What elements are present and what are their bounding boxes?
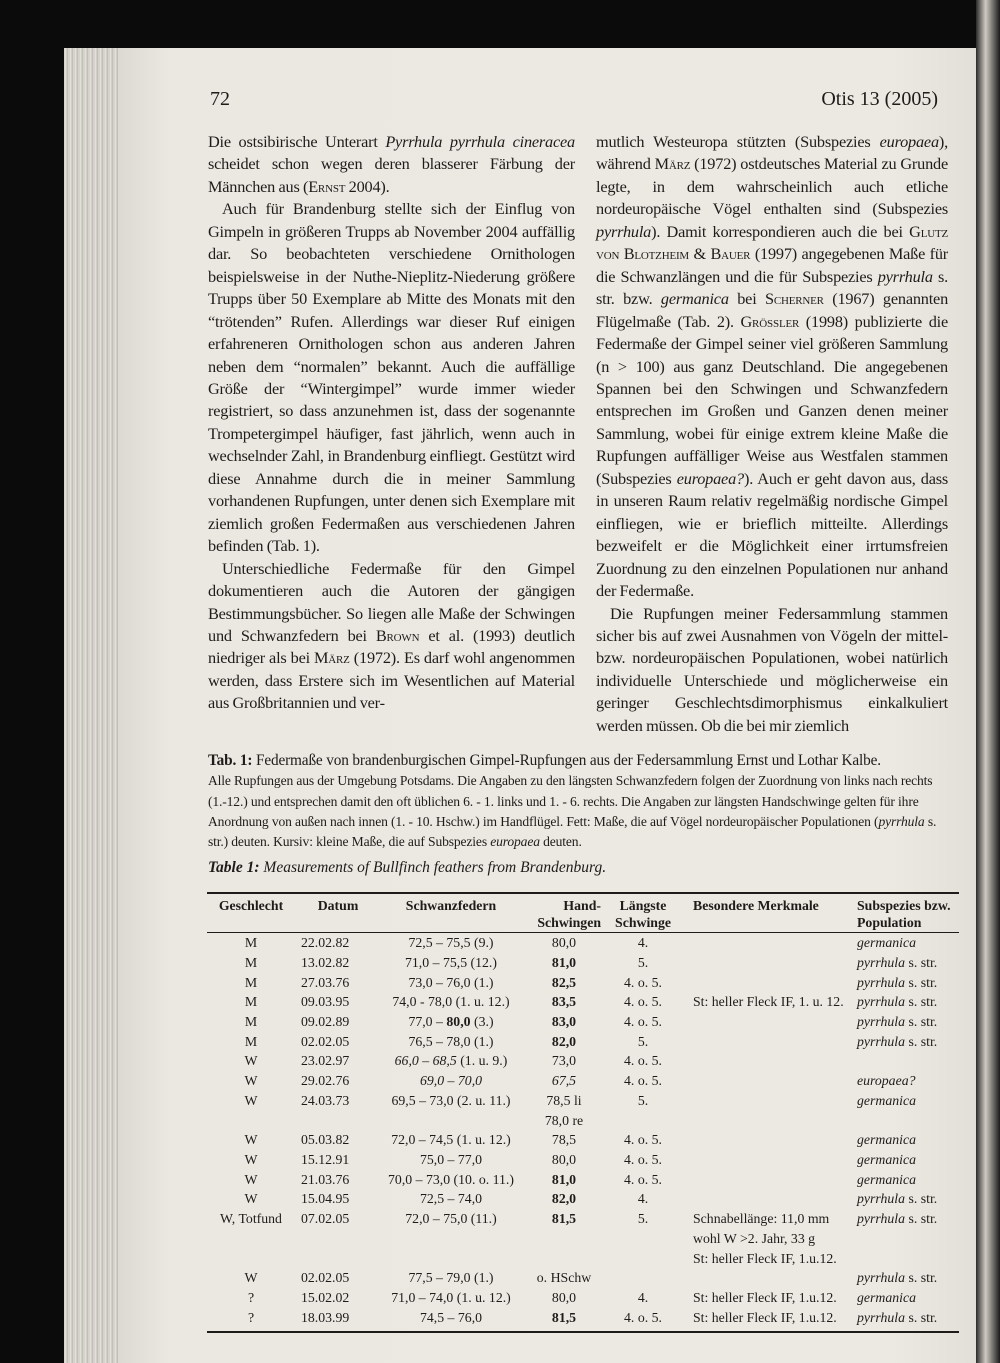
col-besondere-merkmale-cell	[685, 1170, 857, 1190]
col-geschlecht-cell: W	[244, 1092, 258, 1108]
caption-title: Federmaße von brandenburgischen Gimpel-Rupfungen aus der Federsammlung Ernst und Lothar Kalbe.	[252, 752, 881, 770]
table-row	[207, 1288, 959, 1308]
col-handschwingen-cell	[527, 973, 601, 993]
right-text-column	[596, 131, 948, 737]
cell-text-run: 69,0 – 70,0	[419, 1073, 483, 1089]
col-geschlecht-cell: W	[244, 1073, 258, 1089]
col-subspezies-cell	[857, 973, 959, 993]
col-besondere-merkmale-cell	[685, 1032, 857, 1052]
page-number: 72	[210, 88, 230, 110]
table-row	[207, 1071, 959, 1091]
cell-text-run: s. str.	[905, 1191, 938, 1207]
col-geschlecht-cell: W	[244, 1053, 258, 1069]
text-run: März	[654, 154, 691, 174]
text-run: (1997) angegebenen Maße für die Schwanzlängen und die für Subspezies	[596, 244, 948, 286]
col-schwanzfedern-cell: 74,5 – 76,0	[375, 1308, 527, 1333]
paragraph	[208, 198, 575, 557]
caption-text-run: Alle Rupfungen aus der Umgebung Potsdams. Die Angaben zu den längsten Schwanzfedern folgen der Zuordnung von links nach rechts (1.-12.) und entsprechen damit den oft üblichen 6. - 1. links und 1. - 6. rechts. Die Angaben zur längsten Handschwinge gelten für ihre Anordnung von außen nach innen (1. - 10. Hschw.) im Handflügel. Fett: Maße, die auf Vögel nordeuropäischer Populationen (	[208, 773, 933, 829]
col-subspezies-cell	[857, 1288, 959, 1308]
col-geschlecht-cell: M	[244, 994, 258, 1010]
col-datum-cell: 05.03.82	[301, 1132, 350, 1148]
col-besondere-merkmale-cell	[685, 1150, 857, 1170]
table-row	[207, 992, 959, 1012]
col-datum-cell: 07.02.05	[301, 1211, 350, 1227]
col-schwanzfedern-cell	[375, 1071, 527, 1091]
col-datum-cell: 09.03.95	[301, 994, 350, 1010]
cell-text-run: 67,5	[551, 1073, 577, 1089]
col-datum-header: Datum	[295, 893, 375, 933]
cell-text-run: (1. u. 9.)	[456, 1053, 508, 1069]
cell-text-run: s. str.	[905, 1309, 938, 1325]
cell-text-run: s. str.	[905, 974, 938, 990]
col-handschwingen-cell	[527, 953, 601, 973]
col-geschlecht-cell: M	[244, 974, 258, 990]
col-handschwingen-cell	[527, 1308, 601, 1333]
cell-text-run: 83,0	[551, 1014, 577, 1030]
cell-text-run: pyrrhula	[857, 994, 906, 1010]
col-datum-cell: 02.02.05	[301, 1033, 350, 1049]
col-schwanzfedern-cell: 76,5 – 78,0 (1.)	[408, 1033, 494, 1049]
caption-text-run: deuten.	[539, 834, 582, 850]
cell-text-run: pyrrhula	[857, 954, 906, 970]
caption-text-run: s. str.) deuten. Kursiv: kleine Maße, die auf Subspezies	[208, 813, 937, 850]
cell-text-run: 66,0 – 68,5	[394, 1053, 457, 1069]
text-run: Brown	[375, 625, 420, 645]
text-columns	[208, 131, 948, 737]
col-handschwingen-cell: 80,0	[551, 1151, 577, 1167]
col-geschlecht-cell: W	[244, 1270, 258, 1286]
cell-text-run: pyrrhula	[857, 974, 906, 990]
col-subspezies-cell	[857, 1130, 959, 1150]
col-laengste-schwinge-cell: 4. o. 5.	[601, 1308, 685, 1333]
col-geschlecht-cell: M	[244, 954, 258, 970]
col-subspezies-cell	[857, 953, 959, 973]
col-besondere-merkmale-cell	[685, 953, 857, 973]
col-handschwingen-cell	[527, 1012, 601, 1032]
caption-label: Tab. 1:	[208, 752, 253, 770]
col-laengste-schwinge-cell: 4.	[637, 1289, 649, 1305]
paragraph	[208, 558, 575, 715]
col-datum-cell: 21.03.76	[301, 1171, 350, 1187]
text-run: mutlich Westeuropa stützten (Subspezies	[596, 132, 880, 151]
cell-text-run: s. str.	[905, 1211, 938, 1227]
text-run: (1967) genannten Flügelmaße (Tab. 2).	[596, 289, 949, 331]
col-schwanzfedern-cell	[375, 1012, 527, 1032]
col-laengste-schwinge-cell	[601, 1268, 685, 1288]
col-laengste-schwinge-cell: 5.	[637, 1211, 649, 1227]
text-run: März	[314, 648, 350, 668]
col-besondere-merkmale-cell	[685, 1268, 857, 1288]
running-header-journal: Otis 13 (2005)	[821, 88, 938, 110]
col-laengste-schwinge-cell: 4. o. 5.	[624, 1171, 662, 1187]
cell-text-run: germanica	[857, 935, 917, 951]
table-row	[207, 1189, 959, 1209]
text-run: Ernst	[308, 176, 346, 196]
paragraph	[208, 131, 575, 198]
caption-text-run: europaea	[490, 834, 540, 850]
col-schwanzfedern-cell: 72,0 – 74,5 (1. u. 12.)	[391, 1132, 511, 1148]
cell-text-run: germanica	[857, 1289, 917, 1305]
page-stack-edges	[64, 48, 124, 1363]
col-datum-cell: 15.12.91	[301, 1151, 350, 1167]
col-handschwingen-cell: 73,0	[551, 1053, 577, 1069]
col-besondere-merkmale-cell: St: heller Fleck IF, 1.u.12.	[693, 1289, 837, 1305]
cell-text-run: s. str.	[905, 1270, 938, 1286]
col-datum-cell: 02.02.05	[301, 1270, 350, 1286]
table-row	[207, 1268, 959, 1288]
cell-text-run: 81,5	[551, 1309, 577, 1325]
col-laengste-schwinge-cell: 4. o. 5.	[624, 974, 662, 990]
col-geschlecht-cell: W, Totfund	[220, 1211, 282, 1227]
cell-text-run: pyrrhula	[857, 1211, 906, 1227]
cell-text-run: germanica	[857, 1092, 917, 1108]
col-subspezies-cell	[857, 1189, 959, 1209]
measurements-table	[207, 892, 959, 1333]
col-laengste-schwinge-cell: 4.	[637, 935, 649, 951]
col-schwanzfedern-cell: 72,0 – 75,0 (11.)	[405, 1211, 497, 1227]
text-run: germanica	[660, 289, 729, 309]
text-run: Unterschiedliche Federmaße für den Gimpel dokumentieren auch die Autoren der gängigen Bestimmungsbücher. So liegen alle Maße der Schwingen und Schwanzfedern bei	[208, 558, 575, 645]
text-run: Bauer	[710, 244, 751, 264]
col-datum-cell: 15.04.95	[301, 1191, 350, 1207]
table-row	[207, 933, 959, 953]
table-row	[207, 1150, 959, 1170]
col-schwanzfedern-cell: 71,0 – 74,0 (1. u. 12.)	[391, 1289, 511, 1305]
col-geschlecht-cell: W	[244, 1171, 258, 1187]
paragraph	[596, 603, 948, 738]
text-run: (1972). Es darf wohl angenommen werden, dass Erstere sich im Wesentlichen auf Material aus Großbritannien und ver-	[208, 648, 575, 713]
col-besondere-merkmale-cell	[685, 1071, 857, 1091]
col-besondere-merkmale-cell: Schnabellänge: 11,0 mm wohl W >2. Jahr, 33 g St: heller Fleck IF, 1.u.12.	[693, 1211, 837, 1266]
col-schwanzfedern-cell: 73,0 – 76,0 (1.)	[408, 974, 494, 990]
col-besondere-merkmale-cell: St: heller Fleck IF, 1. u. 12.	[693, 994, 844, 1010]
table-row	[207, 1032, 959, 1052]
col-handschwingen-cell	[527, 1209, 601, 1268]
cell-text-run: 81,0	[551, 1171, 577, 1187]
cell-text-run: 77,0 –	[408, 1014, 447, 1030]
col-datum-cell: 13.02.82	[301, 954, 350, 970]
col-geschlecht-cell: M	[244, 935, 258, 951]
table-row	[207, 1012, 959, 1032]
text-run: Die ostsibirische Unterart	[208, 132, 386, 151]
cell-text-run: 82,5	[551, 974, 577, 990]
col-geschlecht-cell: M	[244, 1014, 258, 1030]
col-handschwingen-cell: 80,0	[551, 935, 577, 951]
col-schwanzfedern-cell: 72,5 – 75,5 (9.)	[408, 935, 494, 951]
col-subspezies-cell	[857, 1071, 959, 1091]
text-run: ), während	[596, 132, 948, 174]
col-laengste-schwinge-cell: 5.	[637, 954, 649, 970]
col-geschlecht-cell: M	[244, 1033, 258, 1049]
text-run: (1998) publizierte die Federmaße der Gimpel seiner viel größeren Sammlung (n > 100) aus ganz Deutschland. Die angegebenen Spannen bei den Schwingen und Schwanzfedern entsprechen im Großen und Ganzen denen meiner Sammlung, wobei für einige extrem kleine Maße die Rupfungen auffälliger Weise aus Westfalen stammen (Subspezies	[596, 311, 948, 488]
cell-text-run: s. str.	[905, 1014, 938, 1030]
text-run: ). Auch er geht davon aus, dass in unseren Raum relativ regelmäßig nordische Gimpel einfliegen, wie er brieflich mitteilte. Allerdings bezweifelt er die Möglichkeit einer irrtumsfreien Zuordnung zu den einzelnen Populationen nur anhand der Federmaße.	[596, 468, 948, 601]
text-run: pyrrhula	[877, 266, 933, 286]
col-laengste-schwinge-cell: 5.	[637, 1033, 649, 1049]
col-subspezies-cell	[857, 933, 959, 953]
caption-text-run: pyrrhula	[878, 813, 925, 829]
col-laengste-schwinge-cell: 5.	[637, 1092, 649, 1108]
text-run: Pyrrhula pyrrhula cineracea	[385, 132, 575, 151]
table-row	[207, 953, 959, 973]
col-handschwingen-cell: 78,5 li 78,0 re	[544, 1092, 584, 1128]
cell-text-run: pyrrhula	[857, 1033, 906, 1049]
col-subspezies-cell	[857, 992, 959, 1012]
col-besondere-merkmale-cell: St: heller Fleck IF, 1.u.12.	[685, 1308, 857, 1333]
col-schwanzfedern-cell	[375, 1051, 527, 1071]
col-subspezies-cell	[857, 1012, 959, 1032]
table-header-row	[207, 893, 959, 933]
col-schwanzfedern-cell: 72,5 – 74,0	[419, 1191, 483, 1207]
col-subspezies-cell	[857, 1051, 959, 1071]
cell-text-run: europaea?	[857, 1073, 916, 1089]
col-schwanzfedern-cell: 70,0 – 73,0 (10. o. 11.)	[388, 1171, 514, 1187]
table-row	[207, 1051, 959, 1071]
caption-en-title: Measurements of Bullfinch feathers from Brandenburg.	[259, 859, 607, 877]
text-run: europaea	[879, 132, 939, 151]
cell-text-run: 82,0	[551, 1033, 577, 1049]
col-laengste-schwinge-cell: 4. o. 5.	[624, 1073, 662, 1089]
col-subspezies-cell	[857, 1209, 959, 1268]
cell-text-run: pyrrhula	[857, 1191, 906, 1207]
cell-text-run: germanica	[857, 1171, 917, 1187]
col-subspezies-cell	[857, 1170, 959, 1190]
text-run: 2004).	[345, 176, 390, 196]
col-datum-cell: 22.02.82	[301, 935, 350, 951]
col-besondere-merkmale-header: Besondere Merkmale	[685, 893, 857, 933]
col-handschwingen-header: Hand- Schwingen	[527, 893, 601, 933]
page-content	[208, 131, 951, 1333]
col-geschlecht-cell: ?	[247, 1289, 255, 1305]
col-besondere-merkmale-cell	[685, 1051, 857, 1071]
col-geschlecht-cell: W	[244, 1132, 258, 1148]
col-datum-cell: 27.03.76	[301, 974, 350, 990]
col-schwanzfedern-cell: 77,5 – 79,0 (1.)	[408, 1270, 494, 1286]
col-handschwingen-cell: o. HSchw	[536, 1270, 592, 1286]
text-run: Scherner	[764, 289, 824, 309]
col-subspezies-cell	[857, 1308, 959, 1333]
text-run: et al. (1993) deutlich niedriger als bei	[208, 625, 575, 668]
table-row	[207, 1130, 959, 1150]
col-geschlecht-cell: W	[244, 1191, 258, 1207]
col-laengste-schwinge-cell: 4. o. 5.	[624, 1014, 662, 1030]
cell-text-run: pyrrhula	[857, 1014, 906, 1030]
text-run: Auch für Brandenburg stellte sich der Einflug von Gimpeln in größeren Trupps ab November 2004 auffällig dar. So beobachteten verschiedene Ornithologen beispielsweise in der Nuthe-Nieplitz-Niederung größere Trupps über 50 Exemplare ab Mitte des Monats mit den “trötenden” Rufen. Allerdings war dieser Ruf einigen erfahreneren Ornithologen schon aus anderen Jahren neben dem “normalen” bekannt. Auch die auffällige Größe der “Wintergimpel” wurde immer wieder registriert, so dass anzunehmen ist, dass der sogenannte Trompetergimpel häufiger, fast jährlich, wenn auch in wechselnder Zahl, in Brandenburg einfliegt. Gestützt wird diese Annahme durch die in meiner Sammlung vorhandenen Rupfungen, unter denen sich Exemplare mit ziemlich großen Federmaßen aus verschiedenen Jahren befinden (Tab. 1).	[208, 199, 575, 556]
cell-text-run: pyrrhula	[857, 1270, 906, 1286]
col-datum-cell: 18.03.99	[295, 1308, 375, 1333]
cell-text-run: germanica	[857, 1132, 917, 1148]
col-laengste-schwinge-cell: 4. o. 5.	[624, 994, 662, 1010]
col-schwanzfedern-cell: 69,5 – 73,0 (2. u. 11.)	[391, 1092, 511, 1108]
col-datum-cell: 24.03.73	[301, 1092, 350, 1108]
text-run: &	[689, 244, 711, 264]
cell-text-run: (3.)	[470, 1014, 494, 1030]
text-run: pyrrhula	[596, 221, 652, 241]
table-row	[207, 1308, 959, 1333]
col-handschwingen-cell	[527, 1032, 601, 1052]
text-run: scheidet schon wegen deren blasserer Färbung der Männchen aus (	[208, 154, 575, 196]
cell-text-run: s. str.	[905, 994, 938, 1010]
col-datum-cell: 23.02.97	[301, 1053, 350, 1069]
col-schwanzfedern-header: Schwanzfedern	[375, 893, 527, 933]
table-row	[207, 1091, 959, 1130]
col-laengste-schwinge-cell: 4. o. 5.	[624, 1132, 662, 1148]
col-laengste-schwinge-cell: 4. o. 5.	[624, 1151, 662, 1167]
col-geschlecht-cell: ?	[207, 1308, 295, 1333]
cell-text-run: 81,0	[551, 954, 577, 970]
cell-text-run: 80,0	[446, 1014, 471, 1030]
col-handschwingen-cell: 80,0	[551, 1289, 577, 1305]
text-run: Glutz von Blotzheim	[596, 221, 948, 264]
col-schwanzfedern-cell: 74,0 - 78,0 (1. u. 12.)	[392, 994, 510, 1010]
col-subspezies-cell	[857, 1091, 959, 1130]
col-besondere-merkmale-cell	[685, 1130, 857, 1150]
col-handschwingen-cell	[527, 1170, 601, 1190]
col-subspezies-cell	[857, 1150, 959, 1170]
table-caption-english	[208, 858, 948, 878]
text-run: s. str. bzw.	[596, 266, 948, 309]
col-laengste-schwinge-cell: 4.	[637, 1191, 649, 1207]
col-besondere-merkmale-cell	[685, 1189, 857, 1209]
cell-text-run: s. str.	[905, 954, 938, 970]
paragraph	[596, 131, 948, 603]
col-datum-cell: 09.02.89	[301, 1014, 350, 1030]
caption-en-label: Table 1:	[208, 859, 260, 877]
text-run: bei	[728, 289, 765, 309]
text-run: (1972) ostdeutsches Material zu Grunde legte, in dem wahrscheinlich auch etliche nordeuropäische Vögel enthalten sind (Subspezies	[596, 154, 948, 219]
col-schwanzfedern-cell: 71,0 – 75,5 (12.)	[405, 954, 497, 970]
col-besondere-merkmale-cell	[685, 933, 857, 953]
left-text-column	[208, 131, 575, 715]
table-row	[207, 1170, 959, 1190]
col-datum-cell: 29.02.76	[301, 1073, 350, 1089]
text-run: Die Rupfungen meiner Federsammlung stammen sicher bis auf zwei Ausnahmen von Vögeln der mittel- bzw. nordeuropäischen Populationen, wobei natürlich individuelle Unterschiede und möglicherweise ein geringer Geschlechtsdimorphismus einkalkuliert werden müssen. Ob die bei mir ziemlich	[596, 603, 948, 735]
cell-text-run: germanica	[857, 1151, 917, 1167]
cell-text-run: 83,5	[551, 994, 577, 1010]
col-laengste-schwinge-header: Längste Schwinge	[601, 893, 685, 933]
caption-body	[208, 773, 936, 849]
col-schwanzfedern-cell: 75,0 – 77,0	[419, 1151, 483, 1167]
col-besondere-merkmale-cell	[685, 973, 857, 993]
text-run: Größler	[740, 311, 800, 331]
text-run: ). Damit korrespondieren auch die bei	[651, 221, 910, 241]
col-geschlecht-cell: W	[244, 1151, 258, 1167]
col-geschlecht-header: Geschlecht	[207, 893, 295, 933]
col-laengste-schwinge-cell: 4. o. 5.	[624, 1053, 662, 1069]
text-run: europaea?	[676, 468, 744, 488]
col-subspezies-cell	[857, 1268, 959, 1288]
col-subspezies-header: Subspezies bzw. Population	[857, 893, 959, 933]
table-caption	[208, 751, 948, 852]
col-handschwingen-cell	[527, 992, 601, 1012]
cell-text-run: pyrrhula	[857, 1309, 906, 1325]
col-handschwingen-cell	[527, 1189, 601, 1209]
col-handschwingen-cell	[527, 1071, 601, 1091]
table-row	[207, 973, 959, 993]
table-row	[207, 1209, 959, 1268]
col-datum-cell: 15.02.02	[301, 1289, 350, 1305]
caption-title-line	[208, 752, 881, 769]
cell-text-run: 82,0	[551, 1191, 577, 1207]
facing-page-edge	[976, 0, 1000, 1363]
col-besondere-merkmale-cell	[685, 1091, 857, 1130]
col-handschwingen-cell: 78,5	[551, 1132, 577, 1148]
cell-text-run: s. str.	[905, 1033, 938, 1049]
col-subspezies-cell	[857, 1032, 959, 1052]
cell-text-run: 81,5	[551, 1211, 577, 1227]
col-besondere-merkmale-cell	[685, 1012, 857, 1032]
